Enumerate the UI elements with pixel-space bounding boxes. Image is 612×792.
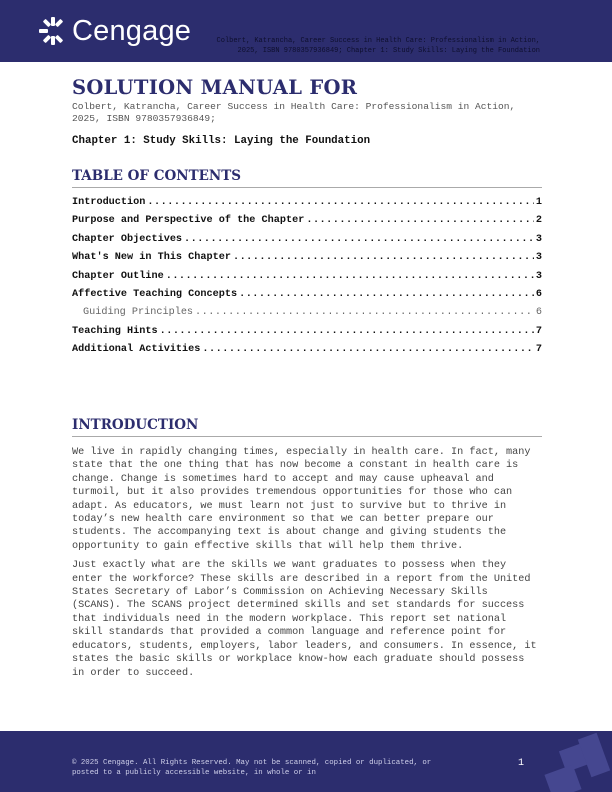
- toc-item-page: 6: [535, 289, 542, 301]
- toc-item-guiding-principles[interactable]: [72, 304, 542, 322]
- toc-item-purpose[interactable]: [72, 212, 542, 230]
- toc-item-label: Chapter Outline: [72, 270, 164, 282]
- page-footer: [0, 731, 612, 792]
- toc-item-page: 7: [535, 325, 542, 337]
- toc-item-label: Additional Activities: [72, 344, 201, 356]
- toc-item-objectives[interactable]: [72, 231, 542, 249]
- toc-item-introduction[interactable]: [72, 194, 542, 212]
- header-reference-line: Colbert, Katrancha, Career Success in Health Care: Professionalism in Action,: [216, 37, 540, 45]
- page-header: [0, 0, 612, 62]
- toc-item-label: Teaching Hints: [72, 325, 158, 337]
- cengage-logo-icon: [38, 16, 68, 46]
- toc-leader: [160, 323, 534, 341]
- introduction-heading: INTRODUCTION: [72, 416, 542, 437]
- main-content: [72, 76, 542, 360]
- toc-item-label: Introduction: [72, 197, 146, 208]
- toc-item-label: Purpose and Perspective of the Chapter: [72, 215, 305, 227]
- introduction-body: [72, 446, 542, 686]
- toc-item-label: Guiding Principles: [83, 307, 194, 319]
- logo-text: Cengage: [72, 15, 192, 47]
- copyright-notice: © 2025 Cengage. All Rights Reserved. May not be scanned, copied or duplicated, or posted to a publicly accessible website, in whole or in: [72, 759, 432, 777]
- toc-item-page: 6: [535, 307, 542, 319]
- toc-leader: [184, 231, 534, 249]
- chapter-title: Chapter 1: Study Skills: Laying the Foundation: [72, 135, 371, 147]
- toc-item-affective-teaching[interactable]: [72, 286, 542, 304]
- toc-item-label: Chapter Objectives: [72, 233, 183, 245]
- table-of-contents: [72, 194, 542, 360]
- header-reference: [80, 36, 540, 56]
- toc-leader: [147, 194, 534, 212]
- toc-item-page: 3: [535, 270, 542, 282]
- toc-item-page: 3: [535, 252, 542, 264]
- toc-item-page: 1: [535, 197, 542, 208]
- introduction-paragraph: Just exactly what are the skills we want graduates to possess when they enter the workforce? These skills are described in a report from the United States Secretary of Labor’s Commission on Achieving Necessary Skills (SCANS). The SCANS project determined skills and set standards for success that individuals need in the modern workplace. This report set national skill standards that provided a common language and reference point for educators, students, employers, labor leaders, and consumers. In essence, it states the basic skills or workplace know-how each graduate should possess in order to succeed.: [72, 560, 537, 679]
- toc-item-page: 7: [535, 344, 542, 356]
- toc-item-outline[interactable]: [72, 268, 542, 286]
- toc-leader: [239, 286, 534, 304]
- introduction-paragraph: We live in rapidly changing times, especially in health care. In fact, many state that the one thing that has now become a constant in health care is change. Change is sometimes hard to accept and may cause upheaval and turmoil, but it also provides tremendous opportunities for those who can adapt. As educators, we must learn not just to survive but to thrive in today’s new health care environment so that we can better prepare our students. The accompanying text is about change and giving students the opportunity to gain effective skills that will help them thrive.: [72, 447, 531, 552]
- toc-leader: [166, 268, 534, 286]
- toc-leader: [195, 304, 534, 322]
- toc-item-label: Affective Teaching Concepts: [72, 289, 238, 301]
- toc-leader: [202, 341, 533, 359]
- toc-item-label: What's New in This Chapter: [72, 252, 231, 264]
- toc-heading: TABLE OF CONTENTS: [72, 167, 542, 188]
- toc-item-additional-activities[interactable]: [72, 341, 542, 359]
- toc-item-teaching-hints[interactable]: [72, 323, 542, 341]
- toc-leader: [306, 212, 534, 230]
- toc-item-page: 3: [535, 233, 542, 245]
- header-reference-line: 2025, ISBN 9780357936849; Chapter 1: Study Skills: Laying the Foundation: [237, 47, 540, 55]
- document-title: SOLUTION MANUAL FOR: [72, 76, 358, 99]
- decorative-blocks-icon: [540, 731, 612, 792]
- document-subtitle: Colbert, Katrancha, Career Success in Health Care: Professionalism in Action, 2025, ISBN 9780357936849;: [72, 101, 516, 124]
- toc-item-page: 2: [535, 215, 542, 227]
- toc-item-whats-new[interactable]: [72, 249, 542, 267]
- page-number: 1: [518, 758, 525, 769]
- toc-leader: [233, 249, 534, 267]
